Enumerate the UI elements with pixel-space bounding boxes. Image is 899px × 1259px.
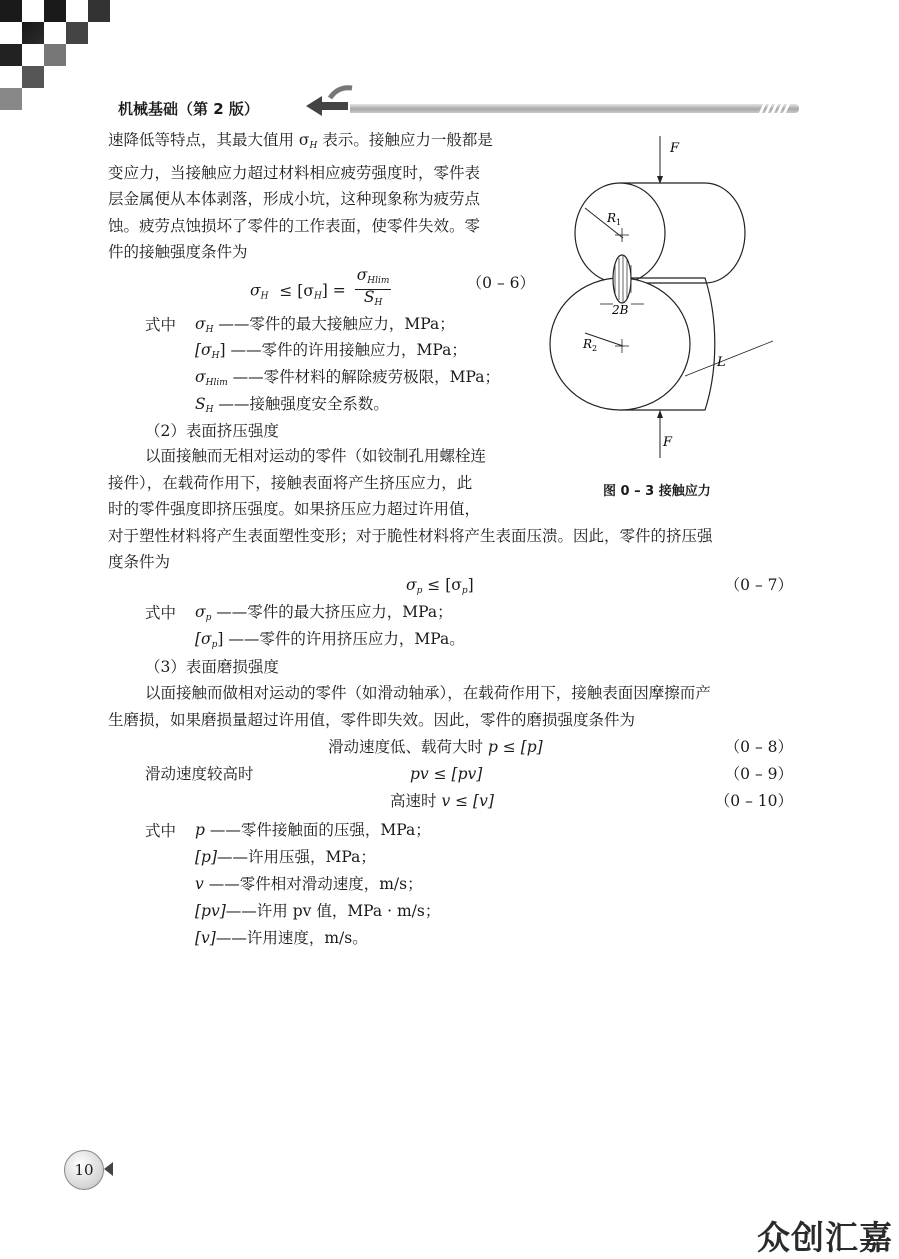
figure-contact-stress (545, 128, 795, 473)
header-stripes (761, 104, 795, 113)
glossary-entry: v ——零件相对滑动速度，m/s； (195, 875, 423, 893)
text-line: 层金属便从本体剥落，形成小坑，这种现象称为疲劳点 (108, 190, 481, 208)
glossary-label-shizhong: 式中 (145, 316, 177, 334)
section-heading-extrusion: （2）表面挤压强度 (145, 422, 279, 440)
text-line: 速降低等特点，其最大值用 $\sigma_H$ 表示。接触应力一般都是 (108, 131, 493, 151)
glossary-entry: $S_H$ ——接触强度安全系数。 (195, 395, 389, 415)
corner-checker-decoration (0, 0, 130, 120)
label-R2: R (583, 337, 593, 351)
text-line: 蚀。疲劳点蚀损坏了零件的工作表面，使零件失效。零 (108, 216, 481, 235)
equation-0-6: $\sigma_H \le [\sigma_H]$ = $\frac{\sigma_{Hlim}}{S_H}$ （0 – 6） (250, 266, 535, 308)
label-F-top: F (670, 141, 680, 156)
glossary-entry: [v]——许用速度，m/s。 (195, 929, 368, 947)
page-number-badge (64, 1150, 104, 1190)
glossary-entry: $\sigma_{Hlim}$ ——零件材料的解除疲劳极限，MPa； (195, 368, 501, 388)
text-line: 生磨损，如果磨损量超过许用值，零件即失效。因此，零件的磨损强度条件为 (108, 710, 636, 729)
page-number: 10 (74, 1161, 94, 1179)
page-arrow-icon (104, 1162, 113, 1176)
equation-number: （0 – 9） (724, 765, 793, 783)
label-L: L (717, 355, 726, 370)
glossary-entry: $[\sigma_p]$ ——零件的许用挤压应力，MPa。 (195, 630, 465, 650)
glossary-entry: [p]——许用压强，MPa； (195, 848, 376, 866)
paragraph-contact-stress (108, 127, 538, 266)
equation-number: （0 – 8） (724, 738, 793, 756)
figure-caption: 图 0 – 3 接触应力 (603, 484, 711, 499)
section-heading-wear: （3）表面磨损强度 (145, 658, 279, 676)
glossary-entry: [pv]——许用 pv 值，MPa · m/s； (195, 902, 441, 920)
text-line: 对于塑性材料将产生表面塑性变形；对于脆性材料将产生表面压溃。因此，零件的挤压强 (108, 526, 713, 545)
label-R1-sub: 1 (616, 218, 622, 227)
glossary-label-shizhong: 式中 (145, 604, 177, 622)
text-line: 件的接触强度条件为 (108, 243, 248, 261)
text-line: 变应力，当接触应力超过材料相应疲劳强度时，零件表 (108, 163, 481, 182)
glossary-entry: $[\sigma_H]$ ——零件的许用接触应力，MPa； (195, 341, 467, 361)
label-R1: R (607, 211, 617, 225)
text-line: 以面接触而无相对运动的零件（如铰制孔用螺栓连 (145, 447, 487, 465)
running-header-title: 机械基础（第 2 版） (118, 100, 259, 118)
label-2B: 2B (612, 303, 629, 317)
text-line: 时的零件强度即挤压强度。如果挤压应力超过许用值， (108, 500, 481, 518)
text-line: 度条件为 (108, 553, 171, 571)
equation-number: （0 – 6） (466, 274, 535, 292)
glossary-label-shizhong: 式中 (145, 822, 177, 840)
glossary-entry: p ——零件接触面的压强，MPa； (195, 821, 431, 839)
text-line: 以面接触而做相对运动的零件（如滑动轴承），在载荷作用下，接触表面因摩擦而产 (145, 684, 711, 702)
glossary-entry: $\sigma_p$ ——零件的最大挤压应力，MPa； (195, 603, 453, 623)
label-F-bottom: F (663, 435, 673, 450)
equation-number: （0 – 7） (724, 576, 793, 594)
label-R2-sub: 2 (592, 344, 598, 353)
header-rule-bar (350, 104, 799, 113)
equation-number: （0 – 10） (714, 792, 793, 810)
glossary-entry: $\sigma_H$ ——零件的最大接触应力，MPa； (195, 315, 455, 335)
contact-zone (613, 255, 631, 303)
text-line: 接件），在载荷作用下，接触表面将产生挤压应力，此 (108, 473, 473, 492)
paragraph-wear (108, 680, 798, 733)
watermark-logo: 众创汇嘉 (757, 1218, 893, 1257)
